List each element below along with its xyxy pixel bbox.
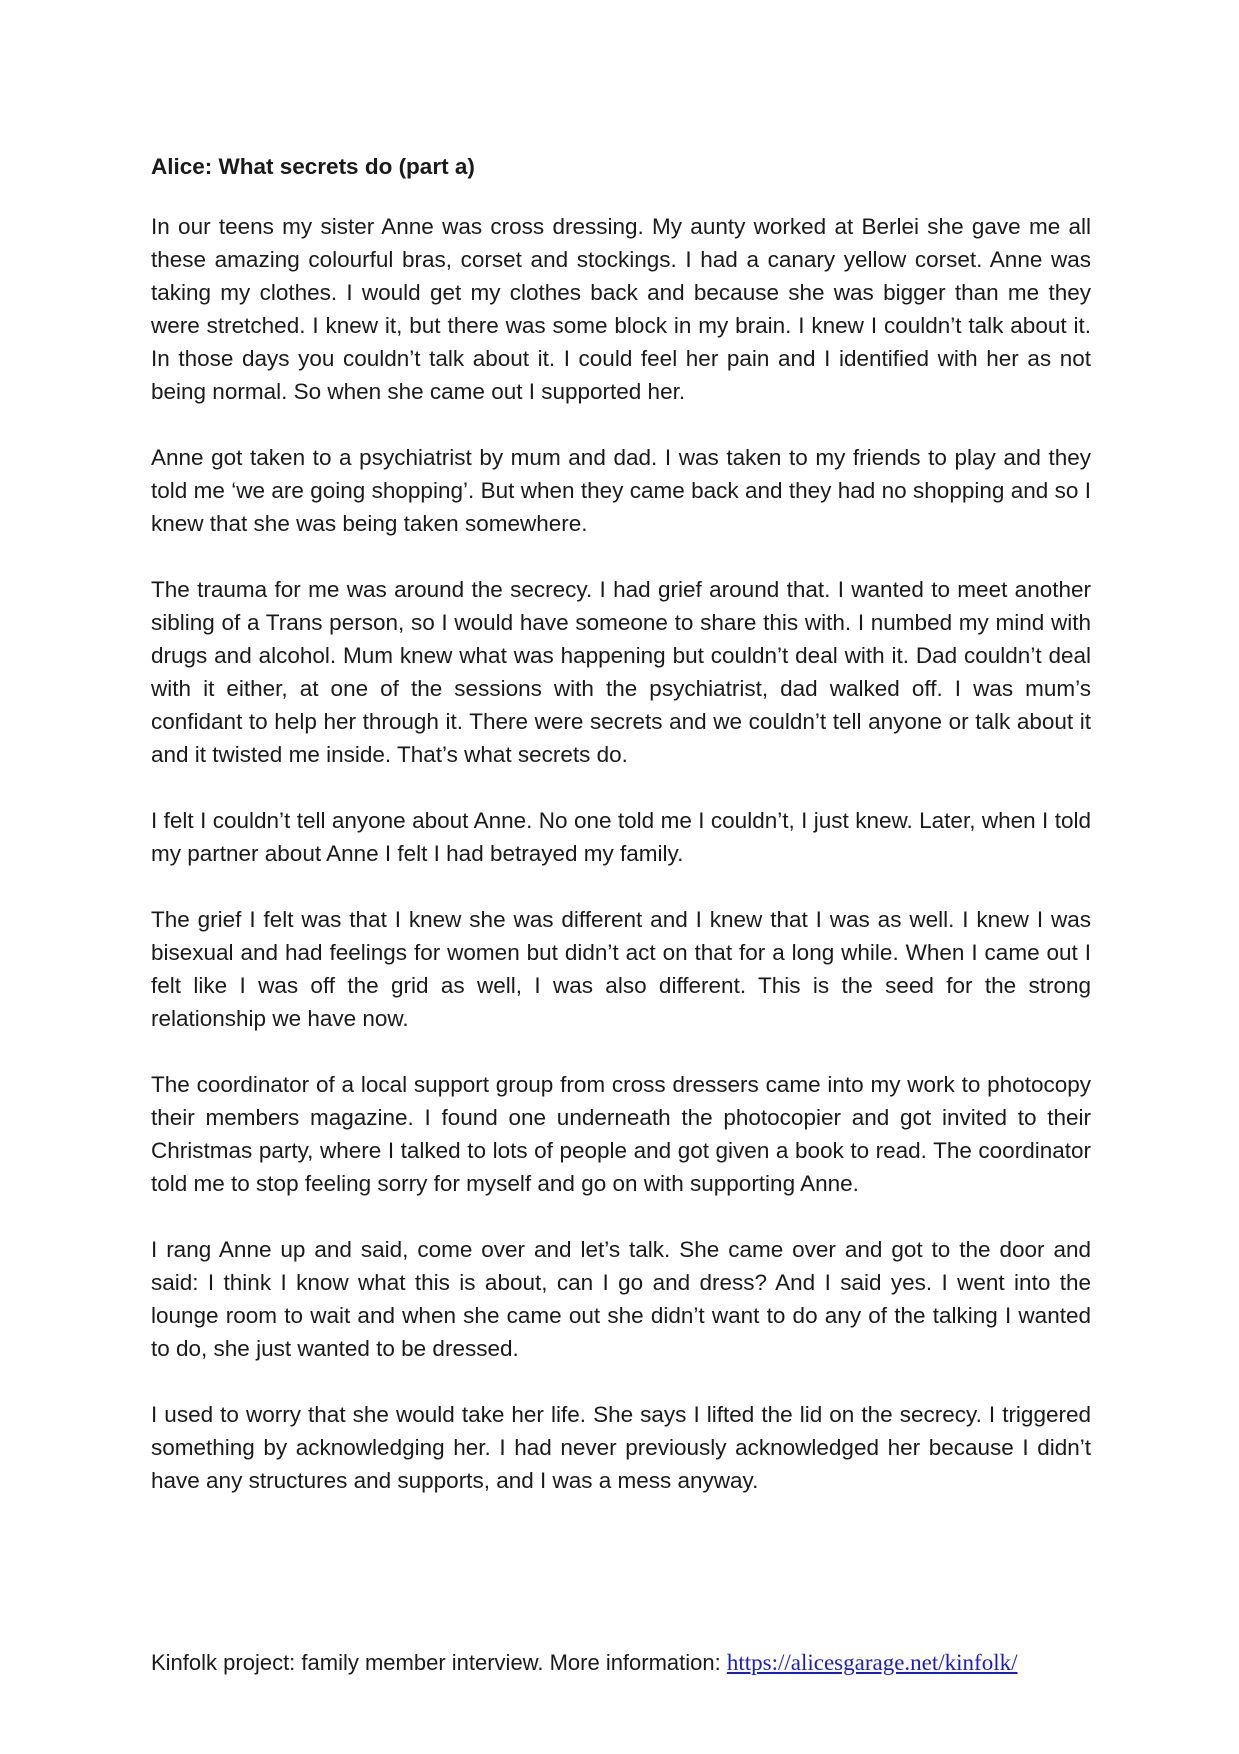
footer-link[interactable]: https://alicesgarage.net/kinfolk/ (726, 1650, 1018, 1675)
paragraph-1: In our teens my sister Anne was cross dressing. My aunty worked at Berlei she gave me all these amazing colourful bras, corset and stockings. I had a canary yellow corset. Anne was taking my clothes. I would get my clothes back and because she was bigger than me they were stretched. I knew it, but there was some block in my brain. I knew I couldn’t talk about it. In those days you couldn’t talk about it. I could feel her pain and I identified with her as not being normal. So when she came out I supported her. (151, 214, 1091, 404)
document-body (151, 150, 1091, 1530)
paragraph-2: Anne got taken to a psychiatrist by mum and dad. I was taken to my friends to play and they told me ‘we are going shopping’. But when they came back and they had no shopping and so I knew that she was being taken somewhere. (151, 445, 1091, 536)
document-title: Alice: What secrets do (part a) (151, 154, 475, 179)
paragraph-4: I felt I couldn’t tell anyone about Anne. No one told me I couldn’t, I just knew. Later, when I told my partner about Anne I felt I had betrayed my family. (151, 808, 1091, 866)
paragraph-5: The grief I felt was that I knew she was different and I knew that I was as well. I knew I was bisexual and had feelings for women but didn’t act on that for a long while. When I came out I felt like I was off the grid as well, I was also different. This is the seed for the strong relationship we have now. (151, 907, 1091, 1031)
page-footer (151, 1648, 1091, 1678)
paragraph-7: I rang Anne up and said, come over and let’s talk. She came over and got to the door and said: I think I know what this is about, can I go and dress? And I said yes. I went into the lounge room to wait and when she came out she didn’t want to do any of the talking I wanted to do, she just wanted to be dressed. (151, 1237, 1091, 1361)
paragraph-8: I used to worry that she would take her life. She says I lifted the lid on the secrecy. I triggered something by acknowledging her. I had never previously acknowledged her because I didn’t have any structures and supports, and I was a mess anyway. (151, 1402, 1091, 1493)
footer-text: Kinfolk project: family member interview. More information: (151, 1650, 727, 1675)
paragraph-6: The coordinator of a local support group from cross dressers came into my work to photocopy their members magazine. I found one underneath the photocopier and got invited to their Christmas party, where I talked to lots of people and got given a book to read. The coordinator told me to stop feeling sorry for myself and go on with supporting Anne. (151, 1072, 1091, 1196)
paragraph-3: The trauma for me was around the secrecy. I had grief around that. I wanted to meet another sibling of a Trans person, so I would have someone to share this with. I numbed my mind with drugs and alcohol. Mum knew what was happening but couldn’t deal with it. Dad couldn’t deal with it either, at one of the sessions with the psychiatrist, dad walked off. I was mum’s confidant to help her through it. There were secrets and we couldn’t tell anyone or talk about it and it twisted me inside. That’s what secrets do. (151, 577, 1091, 767)
